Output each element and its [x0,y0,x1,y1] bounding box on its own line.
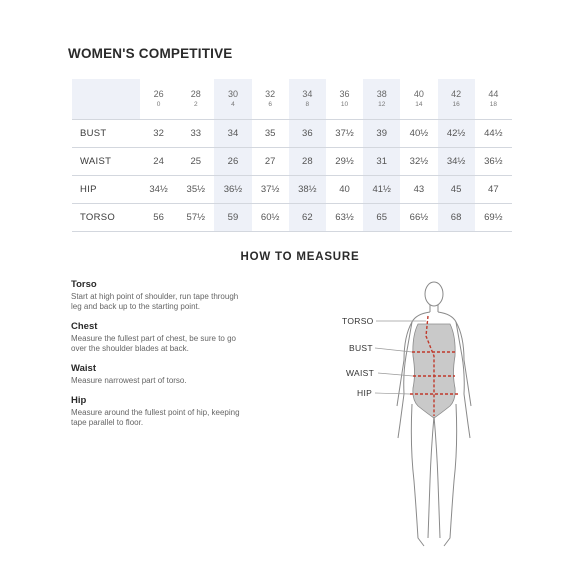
body-silhouette-icon [300,276,500,566]
measure-instructions [71,279,241,437]
row-label-bust: BUST [72,120,140,148]
table-cell: 25 [177,148,214,176]
table-cell: 28 [289,148,326,176]
size-header-cell: 36 10 [326,79,363,120]
measure-item-text: Measure the fullest part of chest, be sure to go over the shoulder blades at back. [71,334,236,353]
table-cell: 38½ [289,176,326,204]
size-header-cell: 38 12 [363,79,400,120]
size-header-cell: 30 4 [214,79,251,120]
table-cell: 31 [363,148,400,176]
row-label-hip: HIP [72,176,140,204]
measure-item-text: Start at high point of shoulder, run tape through leg and back up to the starting point. [71,292,239,311]
table-cell: 57½ [177,204,214,232]
table-cell: 63½ [326,204,363,232]
table-cell: 65 [363,204,400,232]
measure-item-hip [71,395,241,428]
table-cell: 26 [214,148,251,176]
table-cell: 33 [177,120,214,148]
row-label-torso: TORSO [72,204,140,232]
table-cell: 62 [289,204,326,232]
page-title: WOMEN'S COMPETITIVE [68,46,233,61]
table-cell: 45 [438,176,475,204]
table-cell: 36½ [475,148,512,176]
how-to-measure-title: HOW TO MEASURE [240,251,360,263]
table-cell: 68 [438,204,475,232]
size-header-cell: 34 8 [289,79,326,120]
table-row [72,148,512,176]
table-cell: 36 [289,120,326,148]
table-cell: 56 [140,204,177,232]
table-cell: 34½ [438,148,475,176]
table-row [72,120,512,148]
size-header-cell: 40 14 [400,79,437,120]
size-header-cell: 42 16 [438,79,475,120]
table-cell: 60½ [252,204,289,232]
figure-label-torso: TORSO [342,316,374,326]
size-header-cell: 32 6 [252,79,289,120]
table-cell: 40 [326,176,363,204]
table-cell: 27 [252,148,289,176]
measure-item-name: Chest [71,321,98,332]
table-cell: 41½ [363,176,400,204]
table-cell: 47 [475,176,512,204]
table-cell: 35 [252,120,289,148]
measure-item-text: Measure around the fullest point of hip, keeping tape parallel to floor. [71,408,240,427]
table-cell: 40½ [400,120,437,148]
size-chart-table [72,79,512,232]
table-row [72,176,512,204]
table-cell: 37½ [326,120,363,148]
size-header-cell: 26 0 [140,79,177,120]
size-header-row [72,79,512,120]
table-cell: 35½ [177,176,214,204]
figure-label-hip: HIP [357,388,373,398]
table-cell: 29½ [326,148,363,176]
table-cell: 32 [140,120,177,148]
header-corner [72,79,140,120]
measure-item-text: Measure narrowest part of torso. [71,376,187,385]
size-header-cell: 28 2 [177,79,214,120]
table-cell: 69½ [475,204,512,232]
table-cell: 34½ [140,176,177,204]
table-cell: 32½ [400,148,437,176]
measure-item-waist [71,363,241,386]
measure-item-name: Waist [71,363,96,374]
table-row [72,204,512,232]
row-label-waist: WAIST [72,148,140,176]
body-figure [300,276,500,566]
table-cell: 43 [400,176,437,204]
table-cell: 37½ [252,176,289,204]
figure-label-waist: WAIST [346,368,375,378]
size-header-cell: 44 18 [475,79,512,120]
measure-item-name: Hip [71,395,87,406]
table-cell: 44½ [475,120,512,148]
measure-item-chest [71,321,241,354]
table-cell: 42½ [438,120,475,148]
table-cell: 59 [214,204,251,232]
figure-label-bust: BUST [349,343,373,353]
table-cell: 34 [214,120,251,148]
table-cell: 39 [363,120,400,148]
measure-item-name: Torso [71,279,97,290]
table-cell: 36½ [214,176,251,204]
table-cell: 66½ [400,204,437,232]
measure-item-torso [71,279,241,312]
table-cell: 24 [140,148,177,176]
